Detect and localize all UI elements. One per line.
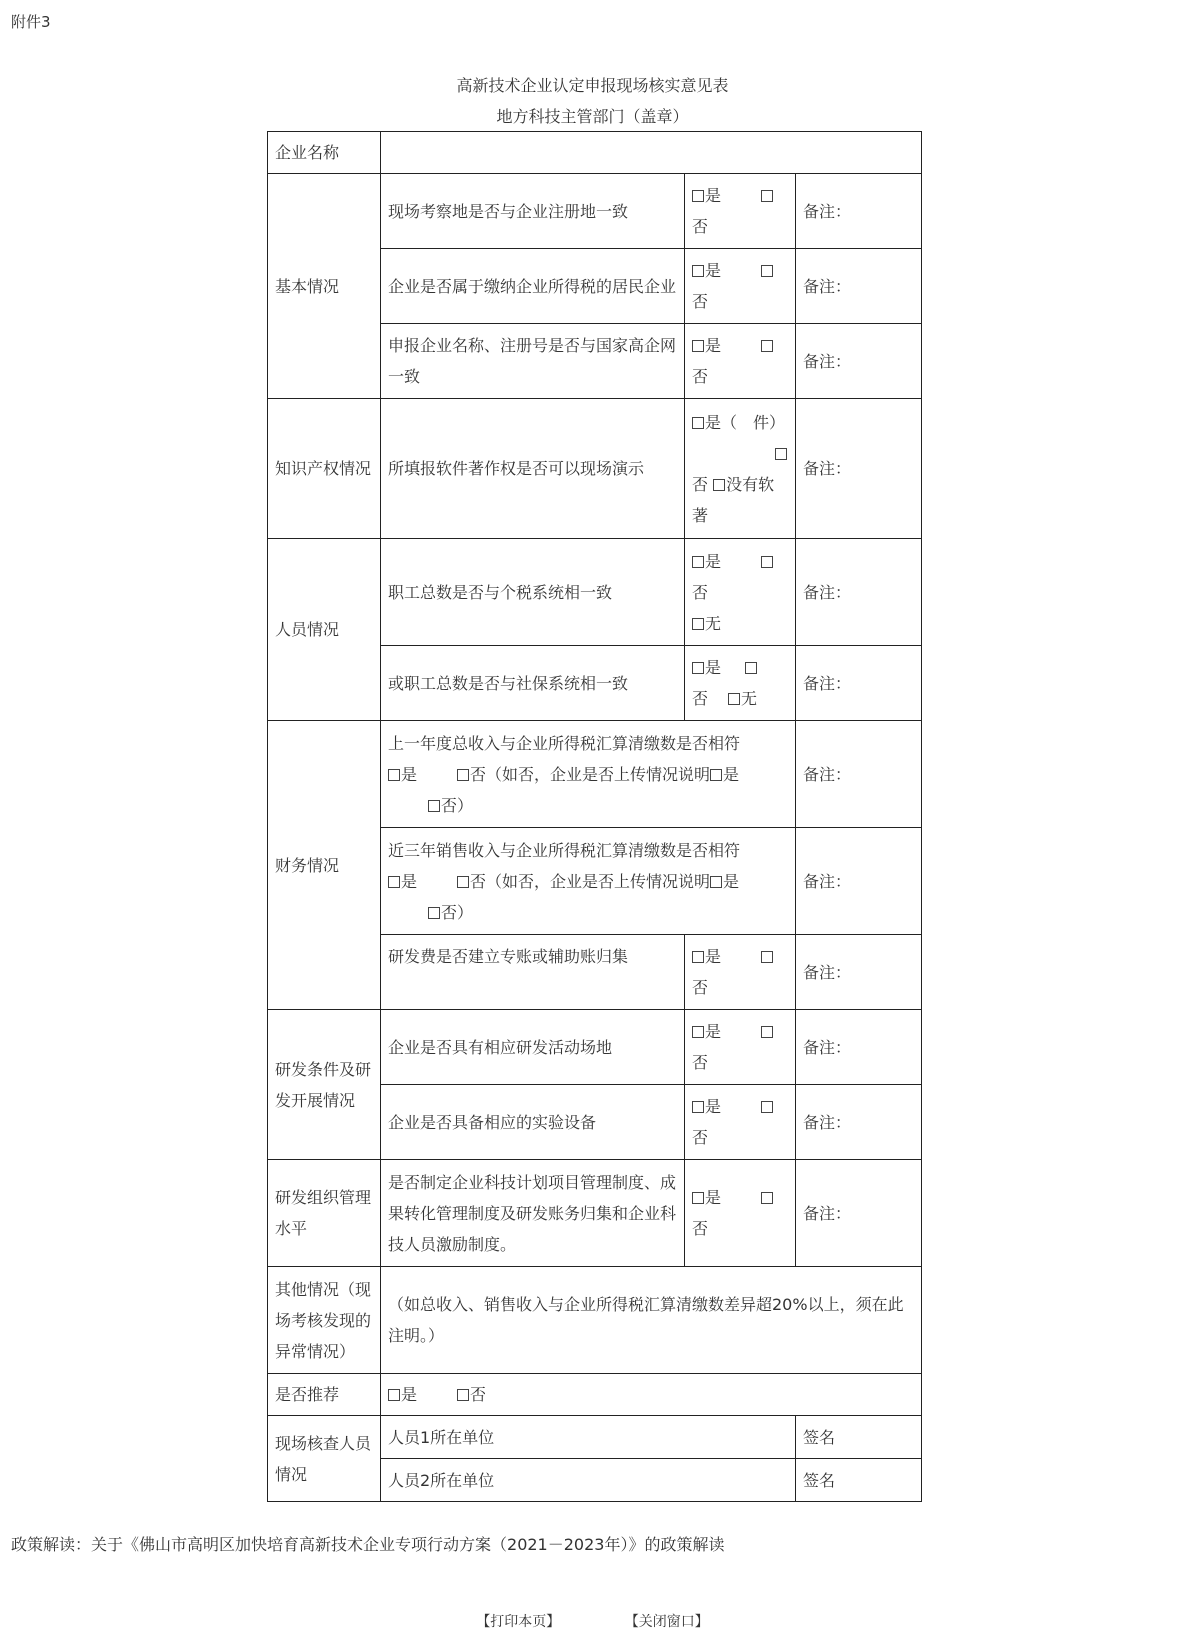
yes-no-none-options: 是 否 无 xyxy=(685,646,796,721)
question-text: 所填报软件著作权是否可以现场演示 xyxy=(381,399,685,539)
page-actions xyxy=(0,1611,1185,1631)
remark-cell: 备注： xyxy=(796,249,922,324)
section-label-basic: 基本情况 xyxy=(268,174,381,399)
section-label-rd-conditions: 研发条件及研发开展情况 xyxy=(268,1010,381,1160)
print-button[interactable]: 【打印本页】 xyxy=(476,1614,561,1630)
checkbox[interactable] xyxy=(388,876,400,888)
checkbox[interactable] xyxy=(710,769,722,781)
question-text: 企业是否具备相应的实验设备 xyxy=(381,1085,685,1160)
form-subtitle: 地方科技主管部门（盖章） xyxy=(496,107,689,126)
yes-no-options: 是 否 xyxy=(685,1010,796,1085)
policy-prefix: 政策解读： xyxy=(11,1535,92,1554)
question-text: 申报企业名称、注册号是否与国家高企网一致 xyxy=(381,324,685,399)
remark-cell: 备注： xyxy=(796,646,922,721)
checkbox[interactable] xyxy=(692,340,704,352)
checkbox[interactable] xyxy=(457,769,469,781)
finance-question-1: 上一年度总收入与企业所得税汇算清缴数是否相符 是 否（如否，企业是否上传情况说明 是 否） xyxy=(381,721,796,828)
remark-cell: 备注： xyxy=(796,1160,922,1267)
checkbox[interactable] xyxy=(692,618,704,630)
remark-cell: 备注： xyxy=(796,324,922,399)
checkbox[interactable] xyxy=(710,876,722,888)
checkbox[interactable] xyxy=(775,448,787,460)
ip-options: 是（ 件） 否 没有软著 xyxy=(685,399,796,539)
other-note: （如总收入、销售收入与企业所得税汇算清缴数差异超20%以上，须在此注明。） xyxy=(381,1267,922,1374)
checkbox[interactable] xyxy=(457,876,469,888)
table-row xyxy=(268,1267,922,1374)
table-row xyxy=(268,399,922,539)
remark-cell: 备注： xyxy=(796,174,922,249)
close-window-button[interactable]: 【关闭窗口】 xyxy=(624,1614,709,1630)
checkbox[interactable] xyxy=(761,556,773,568)
yes-no-options: 是 否 xyxy=(685,324,796,399)
checkbox[interactable] xyxy=(692,951,704,963)
form-header xyxy=(0,70,1185,132)
checkbox[interactable] xyxy=(457,1389,469,1401)
remark-cell: 备注： xyxy=(796,399,922,539)
section-label-other: 其他情况（现场考核发现的异常情况） xyxy=(268,1267,381,1374)
remark-cell: 备注： xyxy=(796,539,922,646)
form-title: 高新技术企业认定申报现场核实意见表 xyxy=(456,76,729,95)
table-row xyxy=(268,1010,922,1085)
remark-cell: 备注： xyxy=(796,721,922,828)
policy-link[interactable]: 关于《佛山市高明区加快培育高新技术企业专项行动方案（2021－2023年）》的政策解读 xyxy=(91,1535,725,1554)
question-text: 是否制定企业科技计划项目管理制度、成果转化管理制度及研发账务归集和企业科技人员激励制度。 xyxy=(381,1160,685,1267)
section-label-inspectors: 现场核查人员情况 xyxy=(268,1416,381,1502)
question-text: 现场考察地是否与企业注册地一致 xyxy=(381,174,685,249)
checkbox[interactable] xyxy=(692,1101,704,1113)
verification-table xyxy=(267,131,922,1502)
checkbox[interactable] xyxy=(428,800,440,812)
yes-no-options: 是 否 xyxy=(685,249,796,324)
recommend-options: 是 否 xyxy=(381,1374,922,1416)
inspector-1-signature: 签名 xyxy=(796,1416,922,1459)
table-row xyxy=(268,539,922,646)
question-text: 或职工总数是否与社保系统相一致 xyxy=(381,646,685,721)
question-text: 研发费是否建立专账或辅助账归集 xyxy=(381,935,685,1010)
remark-cell: 备注： xyxy=(796,828,922,935)
checkbox[interactable] xyxy=(761,190,773,202)
checkbox[interactable] xyxy=(428,907,440,919)
remark-cell: 备注： xyxy=(796,1085,922,1160)
inspector-1-unit: 人员1所在单位 xyxy=(381,1416,796,1459)
table-row xyxy=(268,1160,922,1267)
question-text: 职工总数是否与个税系统相一致 xyxy=(381,539,685,646)
attachment-label: 附件3 xyxy=(11,13,51,31)
checkbox[interactable] xyxy=(692,662,704,674)
table-row xyxy=(268,132,922,174)
section-label-staff: 人员情况 xyxy=(268,539,381,721)
section-label-finance: 财务情况 xyxy=(268,721,381,1010)
table-row xyxy=(268,1374,922,1416)
section-label-recommend: 是否推荐 xyxy=(268,1374,381,1416)
checkbox[interactable] xyxy=(692,265,704,277)
section-label-ip: 知识产权情况 xyxy=(268,399,381,539)
checkbox[interactable] xyxy=(388,1389,400,1401)
checkbox[interactable] xyxy=(728,693,740,705)
checkbox[interactable] xyxy=(745,662,757,674)
checkbox[interactable] xyxy=(761,1026,773,1038)
yes-no-options: 是 否 xyxy=(685,1160,796,1267)
section-label-rd-organization: 研发组织管理水平 xyxy=(268,1160,381,1267)
checkbox[interactable] xyxy=(692,190,704,202)
question-text: 企业是否具有相应研发活动场地 xyxy=(381,1010,685,1085)
policy-interpretation xyxy=(11,1532,724,1555)
checkbox[interactable] xyxy=(692,417,704,429)
checkbox[interactable] xyxy=(761,1192,773,1204)
yes-no-options: 是 否 xyxy=(685,935,796,1010)
company-name-value xyxy=(381,132,922,174)
checkbox[interactable] xyxy=(692,1026,704,1038)
yes-no-none-options: 是 否 无 xyxy=(685,539,796,646)
table-row xyxy=(268,174,922,249)
remark-cell: 备注： xyxy=(796,1010,922,1085)
checkbox[interactable] xyxy=(713,479,725,491)
remark-cell: 备注： xyxy=(796,935,922,1010)
inspector-2-signature: 签名 xyxy=(796,1459,922,1502)
table-row xyxy=(268,1416,922,1459)
checkbox[interactable] xyxy=(388,769,400,781)
checkbox[interactable] xyxy=(761,340,773,352)
checkbox[interactable] xyxy=(761,1101,773,1113)
yes-no-options: 是 否 xyxy=(685,1085,796,1160)
checkbox[interactable] xyxy=(692,556,704,568)
checkbox[interactable] xyxy=(761,265,773,277)
yes-no-options: 是 否 xyxy=(685,174,796,249)
table-row xyxy=(268,721,922,828)
checkbox[interactable] xyxy=(761,951,773,963)
finance-question-2: 近三年销售收入与企业所得税汇算清缴数是否相符 是 否（如否，企业是否上传情况说明 是 否） xyxy=(381,828,796,935)
question-text: 企业是否属于缴纳企业所得税的居民企业 xyxy=(381,249,685,324)
inspector-2-unit: 人员2所在单位 xyxy=(381,1459,796,1502)
company-name-label: 企业名称 xyxy=(268,132,381,174)
checkbox[interactable] xyxy=(692,1192,704,1204)
